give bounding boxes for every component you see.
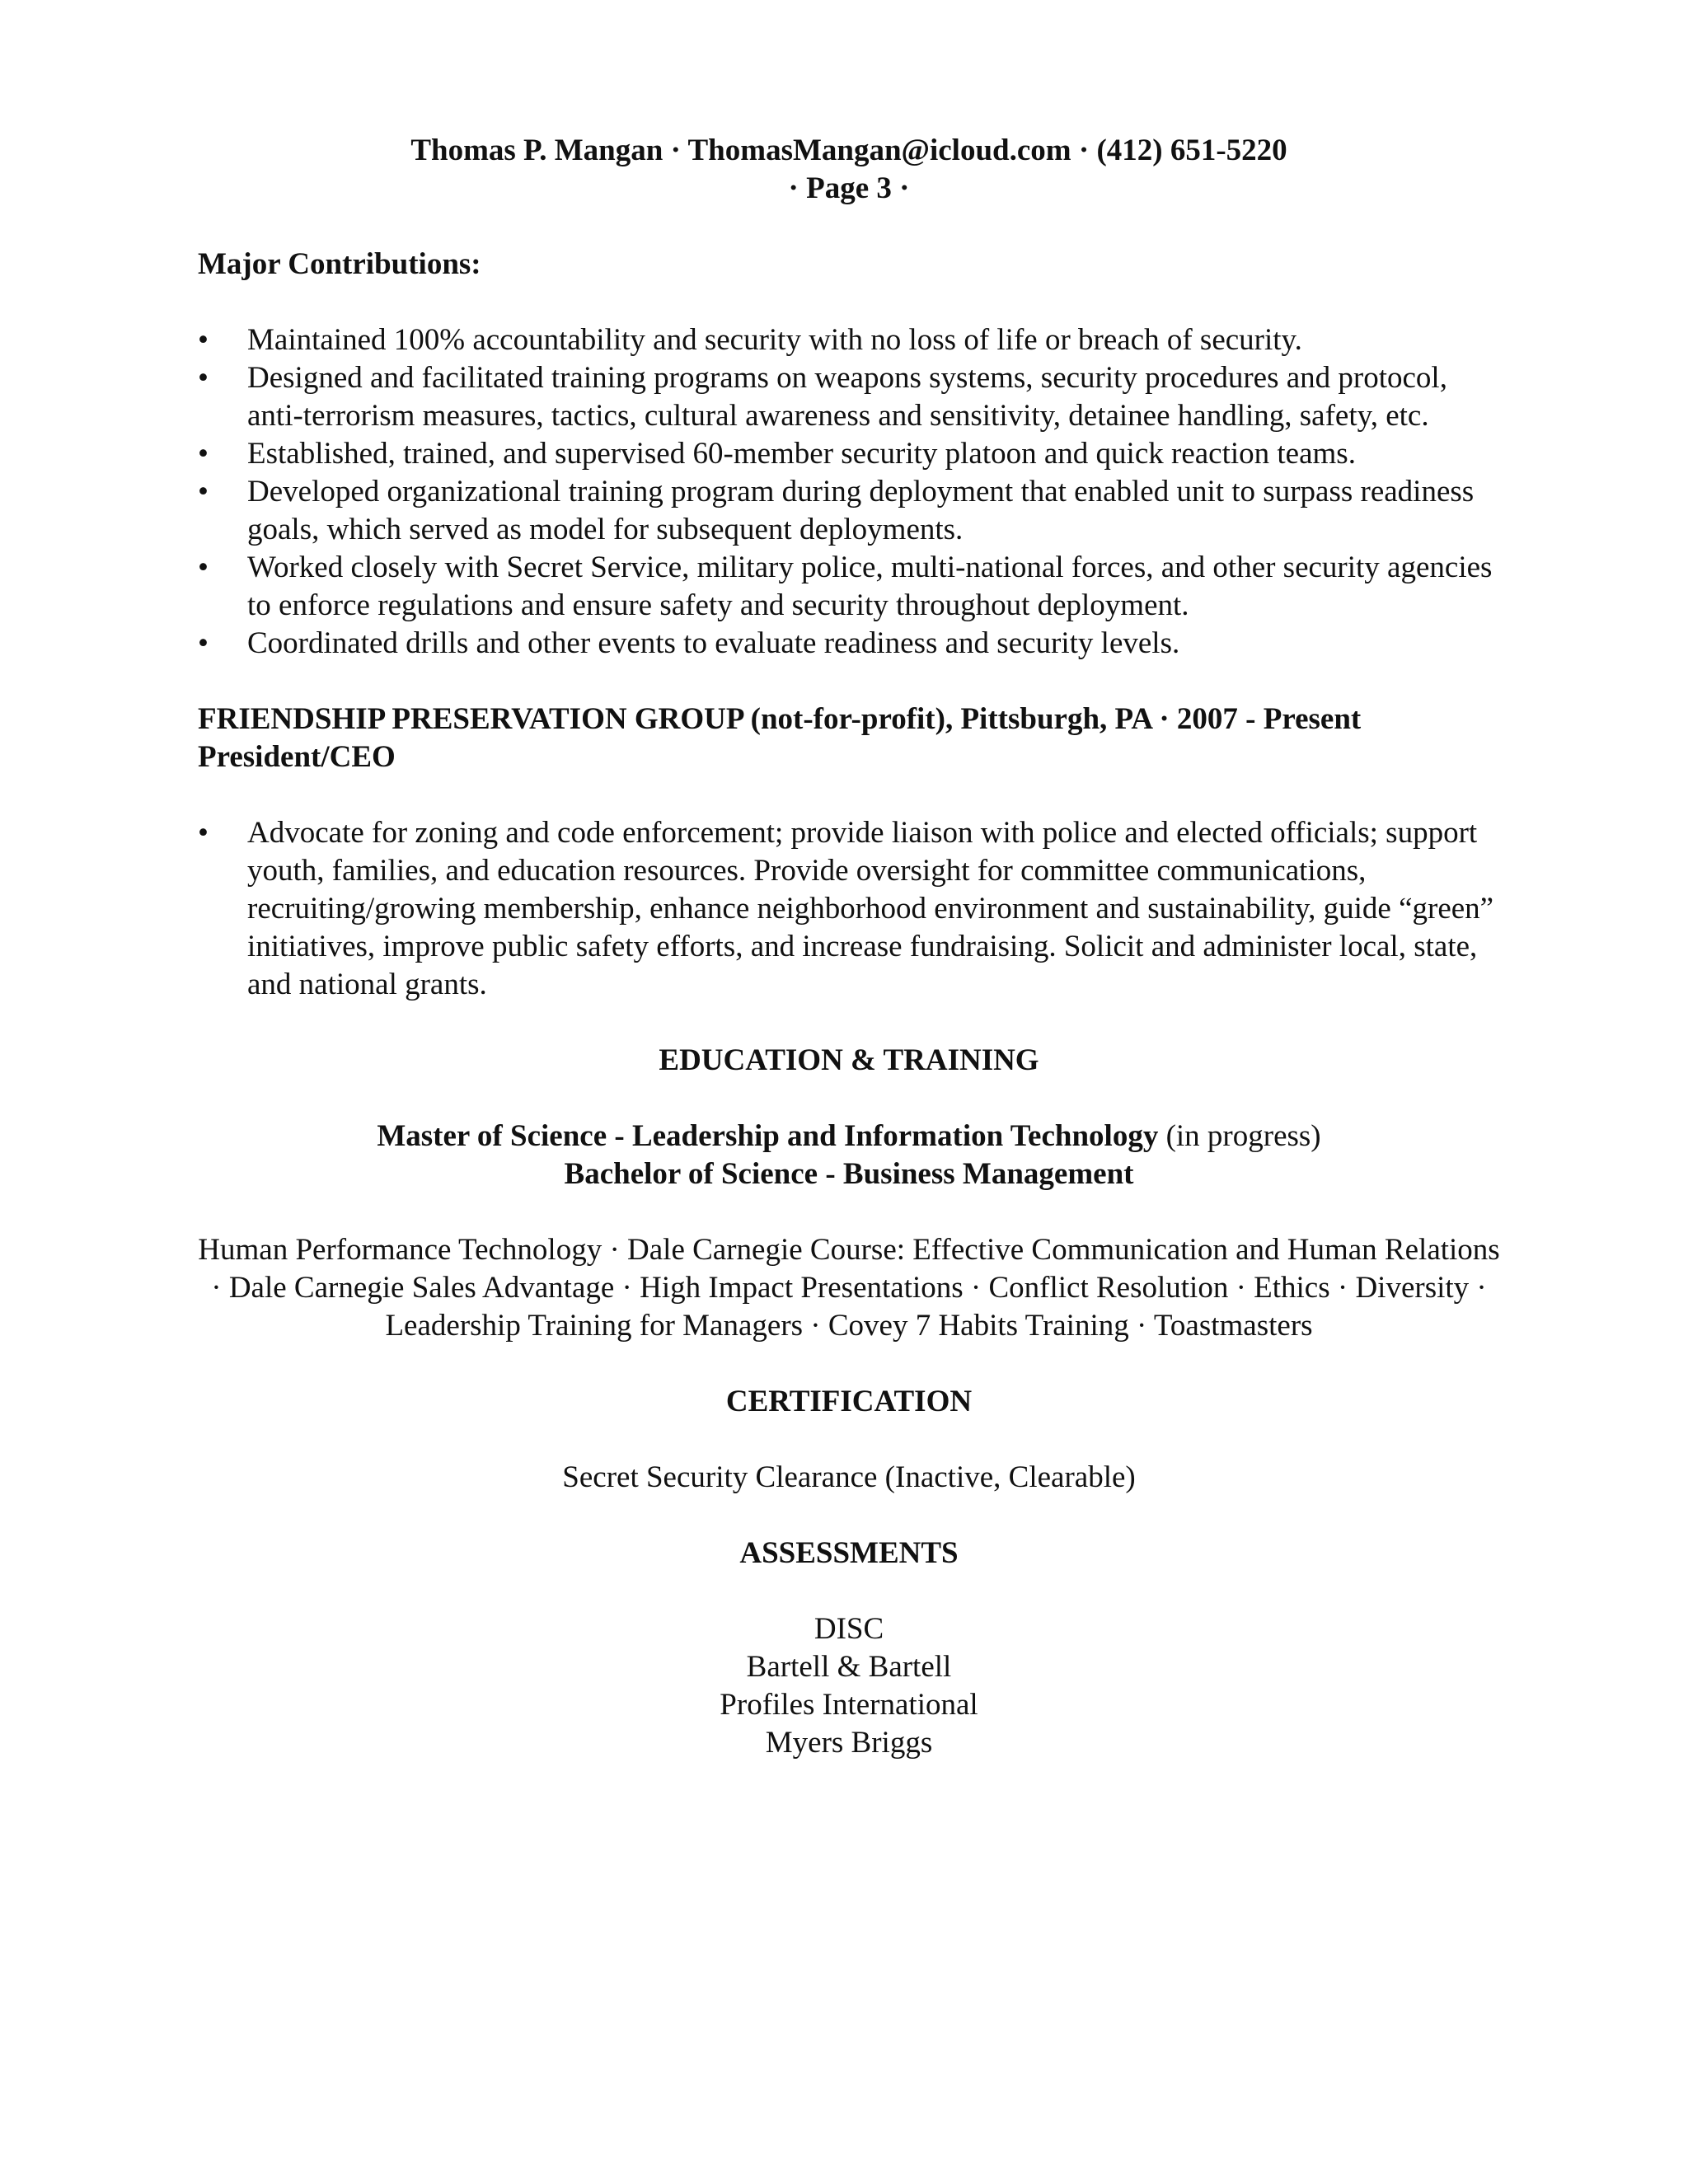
contact-line: Thomas P. Mangan · ThomasMangan@icloud.com · (412) 651-5220 xyxy=(410,134,1287,167)
list-item xyxy=(198,625,1500,663)
list-item xyxy=(198,321,1500,359)
list-item-text: Worked closely with Secret Service, military police, multi-national forces, and other security agencies to enforce regulations and ensure safety and security throughout deployment. xyxy=(247,551,1493,622)
major-contributions-list xyxy=(198,321,1500,663)
masters-degree-note: (in progress) xyxy=(1158,1119,1321,1153)
org-line: FRIENDSHIP PRESERVATION GROUP (not-for-profit), Pittsburgh, PA · 2007 - Present xyxy=(198,702,1362,736)
masters-degree-name: Master of Science - Leadership and Information Technology xyxy=(377,1119,1159,1153)
list-item xyxy=(198,473,1500,549)
job-title: President/CEO xyxy=(198,740,396,774)
assessment-item: Profiles International xyxy=(720,1688,978,1722)
resume-page xyxy=(198,132,1500,1762)
list-item-text: Established, trained, and supervised 60-member security platoon and quick reaction teams. xyxy=(247,437,1356,471)
list-item xyxy=(198,549,1500,625)
bullet-icon: • xyxy=(198,626,209,660)
list-item-text: Designed and facilitated training programs on weapons systems, security procedures and protocol, anti-terrorism measures, tactics, cultural awareness and sensitivity, detainee handling, safety, etc. xyxy=(247,361,1447,433)
list-item-text: Developed organizational training program during deployment that enabled unit to surpass readiness goals, which served as model for subsequent deployments. xyxy=(247,475,1475,546)
friendship-duties-list xyxy=(198,814,1500,1004)
masters-degree xyxy=(198,1118,1500,1155)
list-item xyxy=(198,435,1500,473)
bullet-icon: • xyxy=(198,551,209,584)
major-contributions-label: Major Contributions: xyxy=(198,247,481,281)
bullet-icon: • xyxy=(198,323,209,357)
assessments-heading: ASSESSMENTS xyxy=(739,1536,959,1570)
assessment-item: Bartell & Bartell xyxy=(746,1650,952,1684)
training-list: Human Performance Technology · Dale Carnegie Course: Effective Communication and Human Relations · Dale Carnegie Sales Advantage · High Impact Presentations · Conflict Resolution · Ethics · Diversity · Leadership Training for Managers · Covey 7 Habits Training · Toastmasters xyxy=(198,1233,1500,1343)
assessment-item: DISC xyxy=(814,1612,884,1646)
assessment-item: Myers Briggs xyxy=(765,1726,933,1760)
list-item xyxy=(198,359,1500,435)
friendship-org-heading xyxy=(198,701,1500,776)
list-item-text: Maintained 100% accountability and security with no loss of life or breach of security. xyxy=(247,323,1302,357)
bachelors-degree: Bachelor of Science - Business Management xyxy=(564,1157,1134,1191)
page-number: · Page 3 · xyxy=(788,171,910,205)
certification-heading: CERTIFICATION xyxy=(725,1385,973,1418)
list-item xyxy=(198,814,1500,1004)
bullet-icon: • xyxy=(198,437,209,471)
bullet-icon: • xyxy=(198,361,209,395)
list-item-text: Advocate for zoning and code enforcement; provide liaison with police and elected officials; support youth, families, and education resources. Provide oversight for committee communications, recruiting/growing membership, enhance neighborhood environment and sustainability, guide “green” initiatives, improve public safety efforts, and increase fundraising. Solicit and administer local, state, and national grants. xyxy=(247,816,1494,1001)
education-heading: EDUCATION & TRAINING xyxy=(659,1043,1039,1077)
bullet-icon: • xyxy=(198,475,209,509)
assessments-list xyxy=(198,1610,1500,1762)
list-item-text: Coordinated drills and other events to evaluate readiness and security levels. xyxy=(247,626,1180,660)
certification-item: Secret Security Clearance (Inactive, Clearable) xyxy=(562,1460,1136,1494)
bullet-icon: • xyxy=(198,816,209,850)
contact-header xyxy=(198,132,1500,208)
